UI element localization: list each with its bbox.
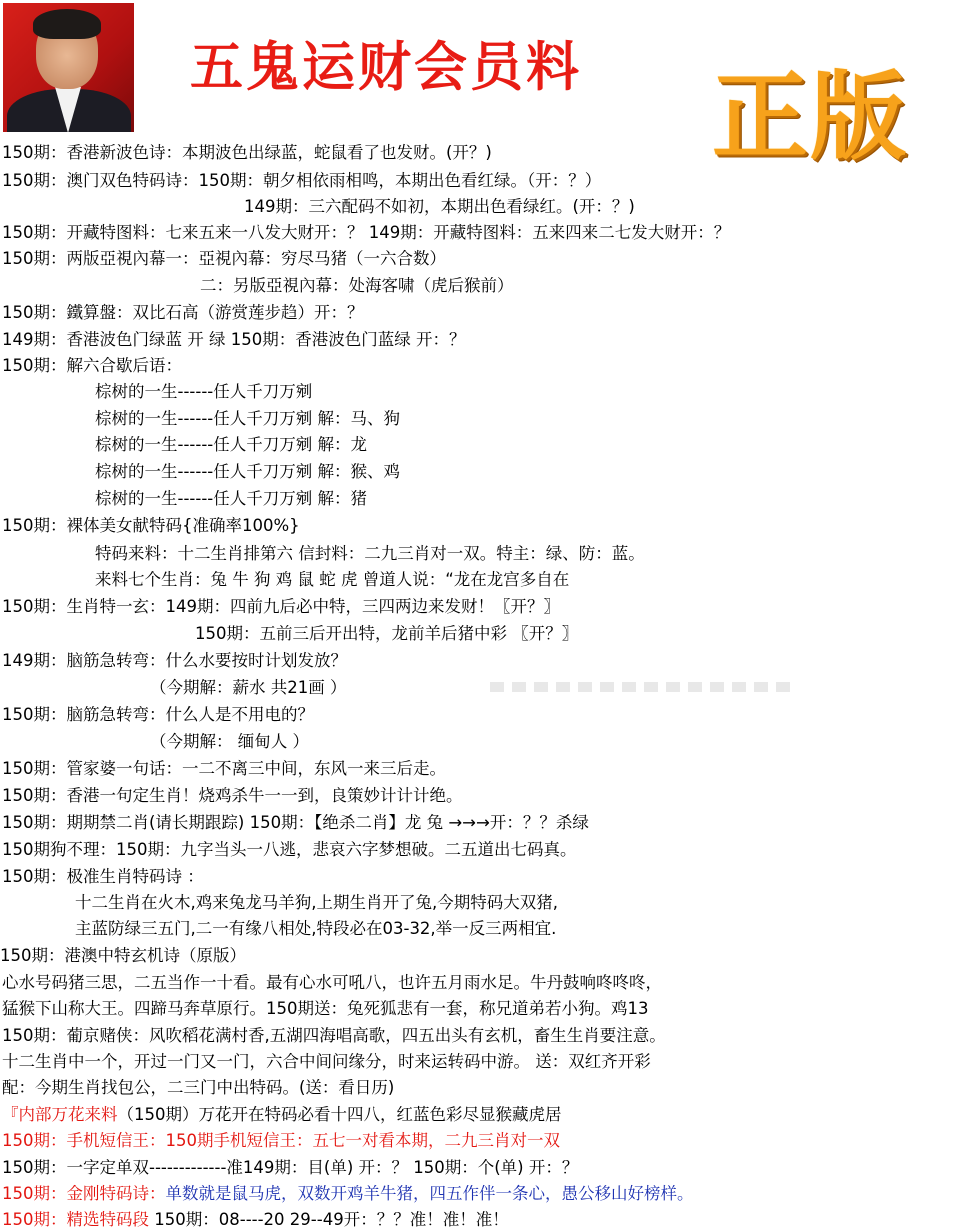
content-line: 150期：鐵算盤：双比石高（游赏莲步趋）开：？ bbox=[2, 303, 364, 322]
content-line bbox=[2, 1209, 509, 1231]
content-line: 150期：葡京赌侠：风吹稻花满村香,五湖四海唱高歌，四五出头有玄机，畜生生肖要注意。 bbox=[2, 1026, 666, 1045]
content-line: 150期：期期禁二肖(请长期跟踪) 150期：【绝杀二肖】龙 兔 →→→开：？？杀绿 bbox=[2, 813, 589, 832]
content-line: 棕树的一生------任人千刀万剜 解：马、狗 bbox=[95, 409, 400, 428]
content-line: （今期解：薪水 共21画 ） bbox=[150, 678, 347, 697]
content-line: 150期：管家婆一句话：一二不离三中间，东风一来三后走。 bbox=[2, 759, 446, 778]
content-line: 150期：手机短信王：150期手机短信王：五七一对看本期，二九三肖对一双 bbox=[2, 1131, 560, 1150]
content-line: 150期：生肖特一玄：149期：四前九后必中特，三四两边来发财！〖开？〗 bbox=[2, 597, 560, 616]
content-line: （今期解： 缅甸人 ） bbox=[150, 732, 309, 751]
content-line: 心水号码猪三思，二五当作一十看。最有心水可吼八，也许五月雨水足。牛丹鼓响咚咚咚， bbox=[2, 973, 662, 992]
content-line: 主蓝防绿三五门,二一有缘八相处,特段必在03-32,举一反三两相宜. bbox=[75, 919, 557, 938]
content-line: 150期：香港新波色诗：本期波色出绿蓝，蛇鼠看了也发财。(开？) bbox=[2, 143, 492, 162]
content-line: 特码来料：十二生肖排第六 信封料：二九三肖对一双。特主：绿、防：蓝。 bbox=[95, 544, 645, 563]
content-line: 配：今期生肖找包公，二三门中出特码。(送：看日历) bbox=[2, 1078, 395, 1097]
content-line: 150期：香港一句定生肖！烧鸡杀牛一一到，良策妙计计计绝。 bbox=[2, 786, 463, 805]
genuine-badge: 正版 bbox=[712, 61, 908, 173]
content-line: 150期：港澳中特玄机诗（原版） bbox=[0, 946, 246, 965]
content-line: 150期：开藏特图料：七来五来一八发大财开：？ 149期：开藏特图料：五来四来二七发大财开：？ bbox=[2, 223, 731, 242]
content-line: 150期：解六合歇后语： bbox=[2, 356, 182, 375]
content-line: 150期狗不理：150期：九字当头一八逃，悲哀六字梦想破。二五道出七码真。 bbox=[2, 840, 577, 859]
content-line: 149期：脑筋急转弯：什么水要按时计划发放？ bbox=[2, 651, 347, 670]
line-body: 单数就是鼠马虎，双数开鸡羊牛猪，四五作伴一条心，愚公移山好榜样。 bbox=[165, 1184, 694, 1203]
line-lead: 150期：精选特码段 bbox=[2, 1210, 149, 1229]
content-line: 猛猴下山称大王。四蹄马奔草原行。150期送：兔死狐悲有一套，称兄道弟若小狗。鸡13 bbox=[2, 999, 649, 1018]
line-lead: 150期：金刚特码诗： bbox=[2, 1184, 166, 1203]
line-lead: 『内部万花来料 bbox=[2, 1105, 118, 1124]
portrait-hair bbox=[33, 9, 101, 39]
content-line: 149期：香港波色门绿蓝 开 绿 150期：香港波色门蓝绿 开：？ bbox=[2, 330, 466, 349]
content-line: 棕树的一生------任人千刀万剜 解：猪 bbox=[95, 489, 367, 508]
content-line: 150期：裸体美女献特码{准确率100%} bbox=[2, 516, 300, 535]
content-line: 棕树的一生------任人千刀万剜 解：猴、鸡 bbox=[95, 462, 400, 481]
line-body: 150期：08----20 29--49开：？？准！准！准！ bbox=[149, 1210, 509, 1229]
content-line: 棕树的一生------任人千刀万剜 解：龙 bbox=[95, 435, 367, 454]
portrait-photo bbox=[3, 3, 134, 132]
faint-scan-artifact bbox=[490, 682, 790, 692]
content-line: 来料七个生肖：兔 牛 狗 鸡 鼠 蛇 虎 曾道人说：“龙在龙宫多自在 bbox=[95, 570, 570, 589]
line-body: （150期）万花开在特码必看十四八，红蓝色彩尽显猴藏虎居 bbox=[117, 1105, 562, 1124]
content-line bbox=[2, 1104, 562, 1126]
content-line: 150期：澳门双色特码诗：150期：朝夕相依雨相鸣，本期出色看红绿。（开：？） bbox=[2, 171, 602, 190]
content-line: 二：另版亞視內幕：处海客啸（虎后猴前） bbox=[200, 276, 514, 295]
content-line: 150期：极准生肖特码诗 ： bbox=[2, 867, 204, 886]
content-line: 十二生肖在火木,鸡来兔龙马羊狗,上期生肖开了兔,今期特码大双猪, bbox=[75, 893, 558, 912]
content-line: 棕树的一生------任人千刀万剜 bbox=[95, 382, 313, 401]
page-title: 五鬼运财会员料 bbox=[190, 37, 582, 98]
content-line: 149期：三六配码不如初，本期出色看绿红。(开：？) bbox=[244, 197, 635, 216]
content-line: 150期：两版亞視內幕一：亞視內幕：穷尽马猪（一六合数） bbox=[2, 249, 446, 268]
content-line bbox=[2, 1183, 694, 1205]
content-line: 150期：脑筋急转弯：什么人是不用电的？ bbox=[2, 705, 314, 724]
content-line: 十二生肖中一个，开过一门又一门，六合中间问缘分，时来运转码中游。 送：双红齐开彩 bbox=[2, 1052, 651, 1071]
content-line: 150期：五前三后开出特，龙前羊后猪中彩 〖开？〗 bbox=[195, 624, 579, 643]
content-line: 150期：一字定单双-------------准149期：目(单) 开：？ 150期：个(单) 开：？ bbox=[2, 1158, 579, 1177]
